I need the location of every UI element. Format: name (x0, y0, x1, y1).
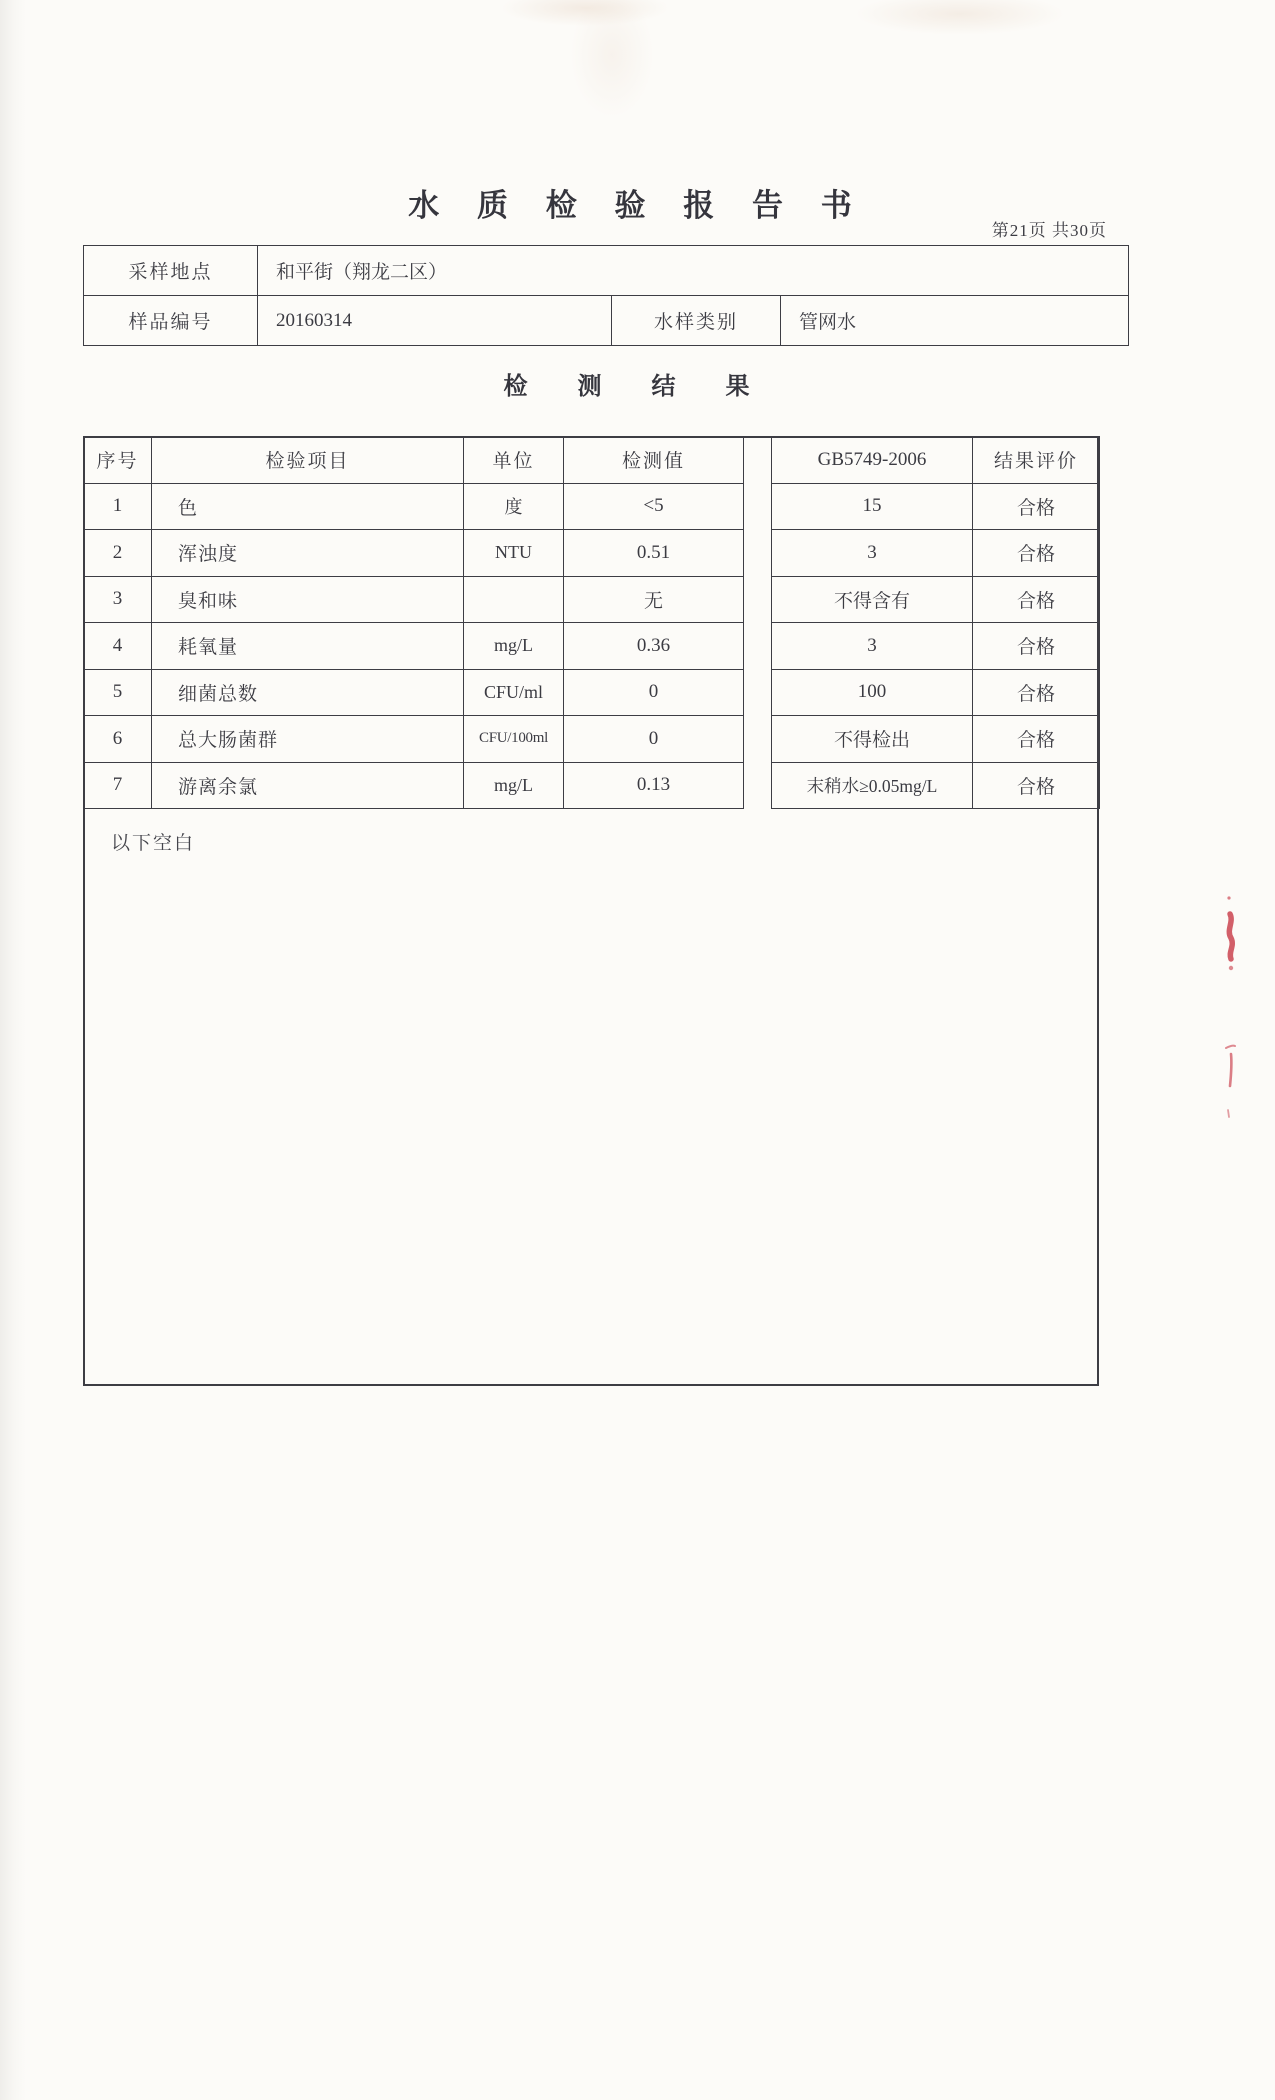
test-unit: mg/L (464, 623, 564, 670)
table-row (84, 669, 744, 716)
test-unit: 度 (464, 483, 564, 530)
col-header-item: 检验项目 (152, 437, 464, 484)
standard-limit: 不得检出 (772, 716, 973, 763)
water-type-label: 水样类别 (612, 296, 781, 346)
table-row (772, 530, 1100, 577)
table-row (84, 296, 1129, 346)
page-number: 第21页 共30页 (991, 221, 1107, 240)
sample-number-label: 样品编号 (84, 296, 258, 346)
col-header-unit: 单位 (464, 437, 564, 484)
evaluation-result: 合格 (973, 762, 1100, 809)
results-table-right (771, 436, 1100, 809)
table-row (84, 530, 744, 577)
row-no: 5 (84, 669, 152, 716)
col-header-standard: GB5749-2006 (772, 437, 973, 484)
standard-limit: 3 (772, 623, 973, 670)
test-value: 0.36 (564, 623, 744, 670)
col-header-no: 序号 (84, 437, 152, 484)
test-item: 游离余氯 (152, 762, 464, 809)
table-row (772, 762, 1100, 809)
evaluation-result: 合格 (973, 530, 1100, 577)
test-item: 色 (152, 483, 464, 530)
row-no: 6 (84, 716, 152, 763)
test-value: <5 (564, 483, 744, 530)
row-no: 2 (84, 530, 152, 577)
test-value: 0.51 (564, 530, 744, 577)
water-type-value: 管网水 (781, 296, 1129, 346)
row-no: 4 (84, 623, 152, 670)
sample-number-value: 20160314 (258, 296, 612, 346)
table-row (772, 623, 1100, 670)
table-row (772, 669, 1100, 716)
results-area (83, 436, 1099, 1386)
table-row (84, 716, 744, 763)
standard-limit: 15 (772, 483, 973, 530)
test-unit (464, 576, 564, 623)
test-item: 总大肠菌群 (152, 716, 464, 763)
blank-below-note: 以下空白 (111, 833, 196, 854)
test-value: 0.13 (564, 762, 744, 809)
standard-limit: 3 (772, 530, 973, 577)
test-value: 0 (564, 669, 744, 716)
sample-info-table (83, 245, 1129, 346)
evaluation-result: 合格 (973, 716, 1100, 763)
evaluation-result: 合格 (973, 669, 1100, 716)
table-row (84, 623, 744, 670)
col-header-value: 检测值 (564, 437, 744, 484)
table-header-row (84, 437, 744, 484)
section-title: 检 测 结 果 (503, 374, 772, 400)
standard-limit: 不得含有 (772, 576, 973, 623)
table-row (84, 483, 744, 530)
test-item: 浑浊度 (152, 530, 464, 577)
results-table-left (83, 436, 744, 809)
test-item: 臭和味 (152, 576, 464, 623)
test-value: 0 (564, 716, 744, 763)
test-item: 细菌总数 (152, 669, 464, 716)
test-unit: CFU/100ml (464, 716, 564, 763)
red-stamp-mark (1200, 880, 1260, 1140)
sampling-location-label: 采样地点 (84, 246, 258, 296)
row-no: 3 (84, 576, 152, 623)
table-row (772, 483, 1100, 530)
standard-limit: 末稍水≥0.05mg/L (772, 762, 973, 809)
row-no: 7 (84, 762, 152, 809)
test-unit: CFU/ml (464, 669, 564, 716)
evaluation-result: 合格 (973, 576, 1100, 623)
table-header-row (772, 437, 1100, 484)
table-row (772, 716, 1100, 763)
standard-limit: 100 (772, 669, 973, 716)
test-unit: NTU (464, 530, 564, 577)
evaluation-result: 合格 (973, 483, 1100, 530)
table-row (772, 576, 1100, 623)
table-row (84, 246, 1129, 296)
evaluation-result: 合格 (973, 623, 1100, 670)
row-no: 1 (84, 483, 152, 530)
test-item: 耗氧量 (152, 623, 464, 670)
table-row (84, 762, 744, 809)
test-value: 无 (564, 576, 744, 623)
table-row (84, 576, 744, 623)
document-title: 水 质 检 验 报 告 书 (408, 188, 867, 223)
col-header-evaluation: 结果评价 (973, 437, 1100, 484)
sampling-location-value: 和平街（翔龙二区） (258, 246, 1129, 296)
test-unit: mg/L (464, 762, 564, 809)
